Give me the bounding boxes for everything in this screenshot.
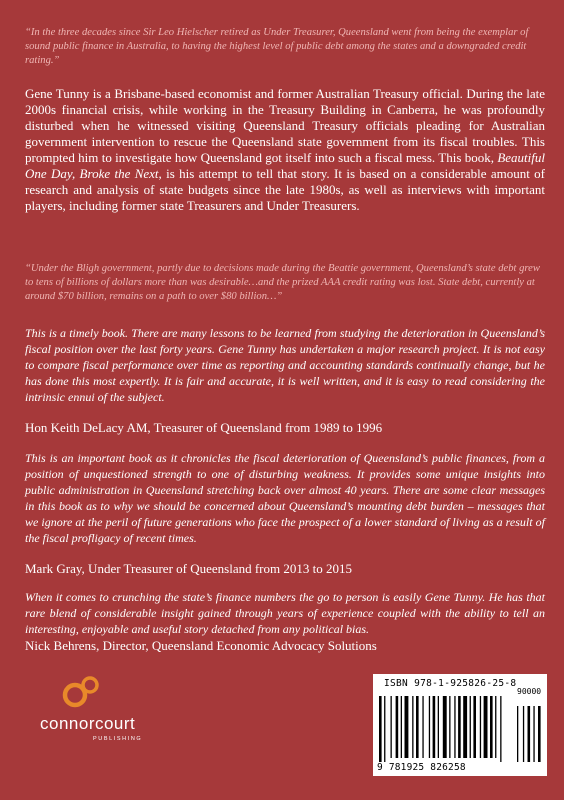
publisher-logo-mark-icon — [62, 676, 102, 710]
barcode-digits: 9 781925 826258 — [377, 762, 466, 773]
publisher-name: connorcourt — [40, 714, 136, 733]
barcode-bars-icon — [379, 696, 543, 762]
endorsement-1: This is a timely book. There are many lessons to be learned from studying the deterioration in Queensland’s fiscal position over the last forty years. Gene Tunny has undertaken a major research project. It is not easy to compare fiscal performance over time as reporting and accounting standards continually change, but he has done this most expertly. It is fair and accurate, it is well written, and it is easy to read considering the intrinsic ennui of the subject. — [25, 326, 545, 404]
author-bio — [25, 86, 545, 214]
endorsement-3-attribution: Nick Behrens, Director, Queensland Economic Advocacy Solutions — [25, 638, 377, 653]
pull-quote-middle: “Under the Bligh government, partly due to decisions made during the Beattie government, Queensland’s state debt grew to tens of billions of dollars more than was desirable…and the prized AAA credit rating was lost. State debt, currently at around $70 billion, remains on a path to over $80 billion…” — [25, 263, 540, 302]
book-title: Beautiful One Day, Broke the Next — [25, 150, 545, 181]
publisher-subtitle: PUBLISHING — [93, 736, 143, 742]
barcode-addon-digits: 90000 — [517, 687, 542, 696]
isbn-barcode — [373, 674, 547, 776]
publisher-logo — [40, 676, 220, 776]
bio-text-2: , is his attempt to tell that story. It is based on a considerable amount of research and analysis of state budgets since the late 1980s, as well as interviews with important players, including former state Treasurers and Under Treasurers. — [25, 166, 545, 213]
endorsement-1-attribution: Hon Keith DeLacy AM, Treasurer of Queensland from 1989 to 1996 — [25, 420, 383, 435]
endorsement-3: When it comes to crunching the state’s finance numbers the go to person is easily Gene Tunny. He has that rare blend of considerable insight gained through years of experience coupled with the ability to tell an interesting, enjoyable and useful story detached from any political bias. — [25, 590, 545, 636]
endorsement-2: This is an important book as it chronicles the fiscal deterioration of Queensland’s public finances, from a position of unquestioned strength to one of disturbing weakness. It provides some unique insights into public administration in Queensland stretching back over almost 40 years. There are some clear messages in this book as to why we should be concerned about Queensland’s mounting debt burden – messages that we ignore at the peril of future generations who face the prospect of a lower standard of living as a result of the fiscal profligacy of recent times. — [25, 451, 545, 545]
isbn-label: ISBN 978-1-925826-25-8 — [384, 678, 517, 689]
pull-quote-top: “In the three decades since Sir Leo Hielscher retired as Under Treasurer, Queensland went from being the exemplar of sound public finance in Australia, to having the highest level of public debt among the states and a downgraded credit rating.” — [25, 27, 529, 66]
endorsement-2-attribution: Mark Gray, Under Treasurer of Queensland from 2013 to 2015 — [25, 561, 352, 576]
bio-text-1: Gene Tunny is a Brisbane-based economist and former Australian Treasury official. During the late 2000s financial crisis, while working in the Treasury Building in Canberra, he was profoundly disturbed when he witnessed visiting Queensland Treasury officials pleading for Australian government intervention to rescue the Queensland state government from its fiscal troubles. This prompted him to investigate how Queensland got itself into such a fiscal mess. This book, — [25, 86, 545, 165]
